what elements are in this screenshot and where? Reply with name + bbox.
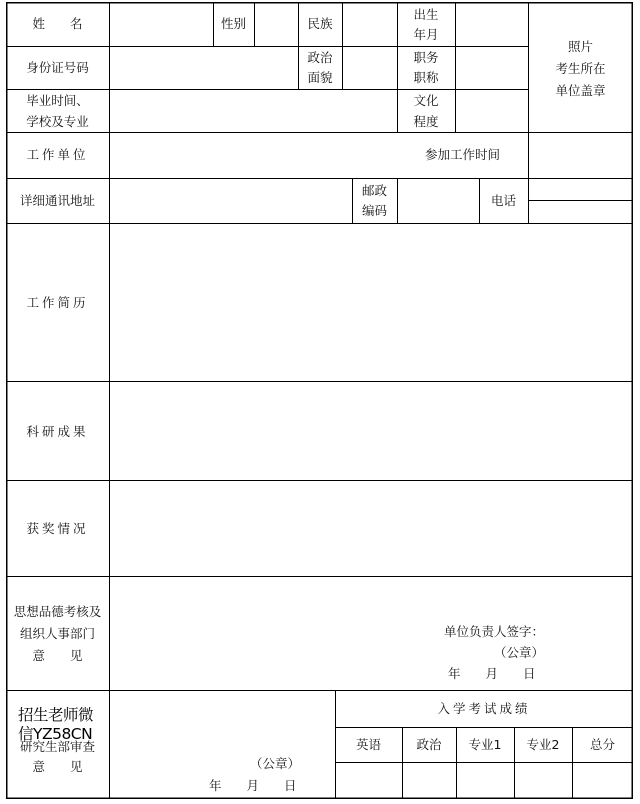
research-results-label: 科研成果 [26, 424, 89, 439]
work-start-time-label: 参加工作时间 [424, 147, 500, 162]
awards-label: 获奖情况 [26, 521, 89, 536]
watermark-line2: 信YZ58CN [18, 725, 93, 743]
registration-form [6, 2, 633, 799]
review-seal-label: （公章） [250, 756, 301, 771]
score-col-major2: 专业2 [526, 737, 560, 752]
name-label: 姓 名 [32, 16, 83, 31]
education-label-line1: 文化 [413, 93, 439, 108]
position-label-line2: 职称 [413, 70, 439, 85]
review-label-line2: 意 见 [32, 759, 83, 774]
ethics-label-line3: 意 见 [32, 648, 83, 663]
ethnicity-label: 民族 [307, 16, 333, 31]
photo-unit-label: 考生所在 [555, 61, 606, 76]
score-col-english: 英语 [355, 737, 381, 752]
score-col-politics: 政治 [416, 737, 442, 752]
postal-code-label-line2: 编码 [361, 203, 387, 218]
photo-label: 照片 [567, 39, 593, 54]
unit-seal-label: （公章） [494, 645, 545, 660]
photo-seal-label: 单位盖章 [555, 83, 606, 98]
ethics-label-line1: 思想品德考核及 [13, 604, 102, 619]
work-history-label: 工作简历 [26, 295, 89, 310]
unit-signature-label: 单位负责人签字： [444, 624, 545, 639]
political-label-line2: 面貌 [307, 70, 333, 85]
education-label-line2: 程度 [413, 114, 439, 129]
phone-label: 电话 [490, 193, 516, 208]
ethics-label-line2: 组织人事部门 [19, 626, 95, 641]
id-number-label: 身份证号码 [26, 60, 89, 75]
work-unit-label: 工作单位 [26, 147, 89, 162]
political-label-line1: 政治 [307, 50, 333, 65]
review-date-label: 年 月 日 [209, 778, 297, 793]
score-col-total: 总分 [589, 737, 615, 752]
watermark-line1: 招生老师微 [18, 706, 94, 724]
address-label: 详细通讯地址 [19, 193, 95, 208]
postal-code-label-line1: 邮政 [361, 183, 387, 198]
exam-scores-title: 入学考试成绩 [437, 701, 531, 716]
graduation-label-line1: 毕业时间、 [26, 93, 89, 108]
birth-label-line1: 出生 [413, 7, 439, 22]
graduation-label-line2: 学校及专业 [26, 114, 89, 129]
birth-label-line2: 年月 [413, 27, 439, 42]
gender-label: 性别 [220, 16, 246, 31]
score-col-major1: 专业1 [468, 737, 502, 752]
review-label-line1: 研究生部审查 [19, 739, 95, 754]
unit-date-label: 年 月 日 [448, 666, 536, 681]
position-label-line1: 职务 [413, 50, 439, 65]
